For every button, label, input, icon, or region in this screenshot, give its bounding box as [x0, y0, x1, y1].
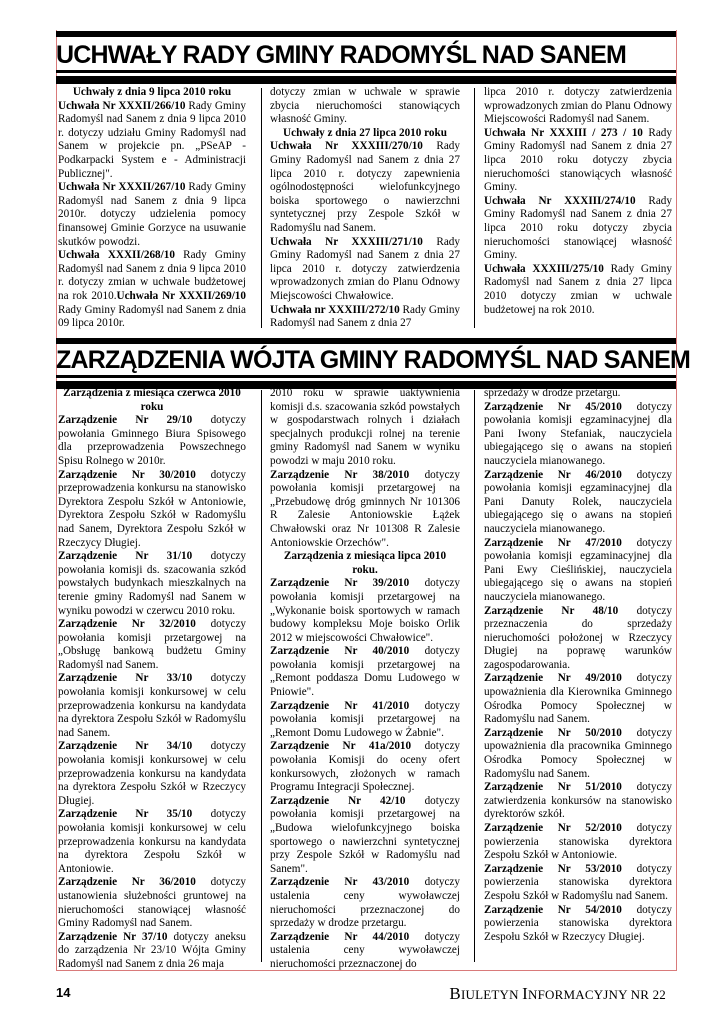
entry-text: dotyczy powierzenia stanowiska dyrektora Zespołu Szkół w Radomyślu nad Sanem.	[484, 862, 672, 902]
entry-number: Zarządzenie Nr 39/2010	[270, 577, 410, 590]
section1-column-2	[270, 86, 460, 331]
entry-text: dotyczy ustalenia ceny wywoławczej nieruchomości przeznaczonej do	[270, 930, 460, 970]
entry-paragraph	[58, 249, 246, 331]
entry-number: Uchwała Nr XXXIII / 273 / 10	[484, 126, 643, 139]
entry-text: Rady Gminy Radomyśl nad Sanem z dnia 27 lipca 2010 dotyczy zmian w uchwale budżetowej na rok 2010.	[484, 262, 672, 316]
entry-text: dotyczy powołania komisji przetargowej na „Wykonanie boisk sportowych w ramach budowy kompleksu Moje boisko Orlik 2012 w miejscowości Chwałowice".	[270, 577, 460, 644]
footer-title-part2: NFORMACYJNY NR 22	[528, 987, 666, 1002]
section1-heading-rule	[56, 70, 676, 73]
entry-number: Zarządzenie Nr 50/2010	[484, 726, 622, 739]
entry-text: dotyczy upoważnienia dla Kierownika Gminnego Ośrodka Pomocy Społecznej w Radomyślu nad Sanem.	[484, 672, 672, 726]
entry-paragraph	[270, 700, 460, 741]
entry-text: Rady Gminy Radomyśl nad Sanem z dnia 9 lipca 2010 r. dotyczy udziału Gminy Radomyśl nad Sanem w projekcie pn. „PSeAP - Podkarpacki System e - Administracji Publicznej".	[58, 99, 246, 180]
section2-heading: ZARZĄDZENIA WÓJTA GMINY RADOMYŚL NAD SANEM	[56, 346, 690, 374]
entry-text: Rady Gminy Radomyśl nad Sanem z dnia 09 lipca 2010r.	[58, 303, 246, 330]
column-subheading: Uchwały z dnia 9 lipca 2010 roku	[72, 86, 232, 98]
entry-number: Zarządzenie Nr 32/2010	[58, 618, 196, 631]
entry-paragraph	[270, 645, 460, 699]
footer-title-cap-b: B	[449, 984, 461, 1003]
entry-paragraph	[484, 672, 672, 726]
entry-paragraph	[270, 469, 460, 551]
entry-paragraph	[484, 904, 672, 945]
entry-text: dotyczy powołania Komisji do oceny ofert konkursowych, złożonych w ramach Programu Integracji Społecznej.	[270, 740, 461, 794]
entry-number: Zarządzenie Nr 49/2010	[484, 672, 622, 685]
entry-number: Zarządzenie Nr 41/2010	[270, 699, 410, 712]
column-subheading: Zarządzenia z miesiąca czerwca 2010 roku	[63, 387, 241, 413]
entry-text: dotyczy powołania komisji ds. szacowania szkód powstałych budynkach mieszkalnych na terenie gminy Radomyśl nad Sanem w wyniku powodzi w czerwcu 2010 roku.	[58, 550, 246, 617]
entry-paragraph	[484, 387, 672, 401]
entry-number: Uchwała Nr XXXII/269/10	[116, 289, 246, 302]
footer-publication-title	[449, 984, 666, 1004]
entry-text: Rady Gminy Radomyśl nad Sanem z dnia 9 lipca 2010r. dotyczy udzielenia pomocy finansowej Gminie Gorzyce na usuwanie skutków powodzi.	[58, 181, 246, 248]
entry-number: Zarządzenie Nr 45/2010	[484, 400, 622, 413]
entry-text: dotyczy powołania komisji egzaminacyjnej dla Pani Iwony Stefaniak, nauczyciela ubiegającego się o awans na stopień nauczyciela mianowanego.	[484, 400, 672, 467]
entry-text: Rady Gminy Radomyśl nad Sanem z dnia 27 lipca 2010 r. dotyczy zatwierdzenia wprowadzonych zmian do Planu Odnowy Miejscowości Chwałowice.	[270, 235, 460, 302]
frame-line-left	[56, 30, 57, 970]
entry-number: Zarządzenie Nr 48/10	[484, 604, 619, 617]
entry-number: Uchwała Nr XXXII/267/10	[58, 181, 186, 194]
entry-paragraph	[58, 931, 246, 972]
entry-paragraph	[484, 195, 672, 263]
entry-number: Uchwała Nr XXXIII/274/10	[484, 194, 636, 207]
entry-paragraph	[270, 140, 460, 235]
section2-heading-rule	[56, 375, 676, 378]
section2-top-bar	[56, 338, 676, 344]
entry-paragraph	[484, 401, 672, 469]
entry-paragraph	[484, 605, 672, 673]
entry-paragraph	[58, 414, 246, 468]
entry-text: dotyczy przeznaczenia do sprzedaży nieruchomości położonej w Rzeczycy Długiej na poprawę warunków zagospodarowania.	[484, 604, 672, 671]
entry-number: Zarządzenie Nr 46/2010	[484, 468, 622, 481]
entry-text: Rady Gminy Radomyśl nad Sanem z dnia 9 lipca 2010 r. dotyczy zmian w uchwale budżetowej na rok 2010.	[58, 249, 246, 302]
entry-number: Zarządzenie Nr 43/2010	[270, 876, 410, 889]
entry-number: Uchwała Nr XXXII/266/10	[58, 99, 186, 112]
section1-heading: UCHWAŁY RADY GMINY RADOMYŚL NAD SANEM	[56, 41, 626, 69]
entry-text: dotyczy powołania komisji konkursowej w celu przeprowadzenia konkursu na kandydata na dyrektora Zespołu Szkół w Rzeczycy Długiej.	[58, 740, 246, 807]
entry-text: dotyczy powołania komisji przetargowej na „Obsługę bankową budżetu Gminy Radomyśl nad Sanem.	[58, 618, 246, 671]
entry-paragraph	[484, 127, 672, 195]
entry-number: Zarządzenie Nr 30/2010	[58, 468, 196, 481]
entry-paragraph	[484, 469, 672, 537]
section2-column-divider-2	[474, 390, 475, 962]
entry-paragraph	[270, 795, 460, 877]
section2-column-2	[270, 387, 460, 972]
column-subheading: Uchwały z dnia 27 lipca 2010 roku	[283, 126, 447, 139]
entry-paragraph	[270, 577, 460, 645]
page-number: 14	[56, 985, 71, 1000]
entry-paragraph	[58, 100, 246, 182]
entry-paragraph	[270, 876, 460, 930]
entry-number: Zarządzenie Nr 36/2010	[58, 876, 196, 889]
entry-text: dotyczy zatwierdzenia konkursów na stanowisko dyrektorów szkół.	[484, 781, 672, 821]
entry-paragraph	[58, 876, 246, 930]
entry-number: Zarządzenie Nr 42/10	[270, 794, 406, 807]
entry-text: dotyczy zmian w uchwale w sprawie zbycia nieruchomości stanowiących własność Gminy.	[270, 86, 460, 126]
entry-number: Uchwała XXXIII/275/10	[484, 262, 604, 275]
entry-text: dotyczy powołania komisji egzaminacyjnej dla Pani Danuty Rolek, nauczyciela ubiegającego się o awans na stopień nauczyciela mianowanego.	[484, 468, 672, 535]
entry-number: Zarządzenie Nr 44/2010	[270, 930, 410, 943]
entry-number: Uchwała Nr XXXIII/270/10	[270, 140, 423, 153]
entry-text: dotyczy powierzenia stanowiska dyrektora Zespołu Szkół w Antoniowie.	[484, 822, 672, 862]
entry-number: Zarządzenie Nr 34/10	[58, 740, 193, 753]
entry-paragraph	[484, 263, 672, 317]
entry-text: dotyczy ustanowienia służebności gruntowej na nieruchomości stanowiącej własność Gminy Radomyśl nad Sanem.	[58, 876, 246, 930]
entry-text: dotyczy upoważnienia dla pracownika Gminnego Ośrodka Pomocy Społecznej w Radomyślu nad Sanem.	[484, 726, 672, 780]
entry-text: dotyczy powołania komisji konkursowej w celu przeprowadzenia konkursu na kandydata na dyrektora Zespołu Szkół w Antoniowie.	[58, 808, 246, 875]
entry-number: Zarządzenie Nr 29/10	[58, 414, 193, 427]
entry-text: Rady Gminy Radomyśl nad Sanem z dnia 27	[270, 303, 461, 330]
entry-text: dotyczy powołania komisji konkursowej w celu przeprowadzenia konkursu na kandydata na dyrektora Zespołu Szkół w Radomyślu nad Sanem.	[58, 672, 246, 739]
section1-column-1	[58, 86, 246, 331]
entry-number: Zarządzenie Nr 52/2010	[484, 822, 622, 834]
entry-text: 2010 roku w sprawie uaktywnienia komisji d.s. szacowania szkód powstałych w gospodarstwach rolnych i działach specjalnych produkcji rolnej na terenie gminy Radomyśl nad Sanem w wyniku powodzi w maju 2010 roku.	[270, 387, 460, 467]
entry-text: dotyczy powołania komisji przetargowej na „Przebudowę dróg gminnych Nr 101306 R Zalesie Antoniowskie Łążek Chwałowski oraz Nr 101308 R Zalesie Antoniowskie Orzechów".	[270, 468, 460, 549]
section2-column-1	[58, 387, 246, 972]
section1-top-bar	[56, 31, 676, 37]
entry-number: Uchwała XXXII/268/10	[58, 249, 175, 262]
entry-text: dotyczy powołania komisji przetargowej na „Budowa wielofunkcyjnego boiska sportowego o nawierzchni syntetycznej przy Zespole Szkół w Radomyślu nad Sanem".	[270, 794, 461, 875]
entry-text: lipca 2010 r. dotyczy zatwierdzenia wprowadzonych zmian do Planu Odnowy Miejscowości Radomyśl nad Sanem.	[484, 86, 672, 126]
entry-number: Zarządzenie Nr 53/2010	[484, 862, 622, 875]
entry-text: dotyczy powołania komisji przetargowej na „Remont poddasza Domu Ludowego w Pniowie".	[270, 645, 460, 699]
entry-number: Zarządzenie Nr 38/2010	[270, 468, 410, 481]
entry-paragraph	[270, 86, 460, 127]
entry-number: Zarządzenie Nr 54/2010	[484, 903, 622, 916]
entry-paragraph	[270, 931, 460, 972]
entry-number: Uchwała nr XXXIII/272/10	[270, 303, 400, 316]
entry-text: dotyczy aneksu do zarządzenia Nr 23/10 Wójta Gminy Radomyśl nad Sanem z dnia 26 maja	[58, 930, 246, 970]
section2-column-divider-1	[261, 390, 262, 962]
section1-column-divider-1	[261, 88, 262, 328]
footer-title-part1: IULETYN	[460, 987, 523, 1002]
entry-paragraph	[58, 181, 246, 249]
section1-column-divider-2	[474, 88, 475, 328]
entry-paragraph	[270, 236, 460, 304]
entry-number: Zarządzenie Nr 41a/2010	[270, 740, 412, 753]
entry-paragraph	[58, 618, 246, 672]
entry-paragraph	[270, 304, 460, 331]
entry-number: Zarządzenie Nr 51/2010	[484, 781, 622, 794]
entry-paragraph	[484, 822, 672, 863]
entry-paragraph	[484, 727, 672, 781]
frame-line-right	[676, 30, 677, 970]
entry-number: Zarządzenie Nr 47/2010	[484, 536, 622, 549]
entry-text: dotyczy powierzenia stanowiska dyrektora Zespołu Szkół w Rzeczycy Długiej.	[484, 903, 672, 943]
entry-text: dotyczy powołania komisji przetargowej na „Remont Domu Ludowego w Żabnie".	[270, 699, 460, 739]
entry-text: dotyczy powołania komisji egzaminacyjnej dla Pani Ewy Cieślińskiej, nauczyciela ubiegającego się o awans na stopień nauczyciela mianowanego.	[484, 536, 672, 603]
entry-text: Rady Gminy Radomyśl nad Sanem z dnia 27 lipca 2010 roku dotyczy zbycia nieruchomości stanowiącej własność Gminy.	[484, 194, 672, 262]
entry-text: dotyczy ustalenia ceny wywoławczej nieruchomości przeznaczonej do sprzedaży w drodze przetargu.	[270, 876, 460, 930]
footer-title-cap-i: I	[522, 984, 528, 1003]
entry-paragraph	[58, 672, 246, 740]
section1-column-3	[484, 86, 672, 317]
entry-paragraph	[270, 387, 460, 469]
entry-number: Zarządzenie Nr 33/10	[58, 672, 193, 685]
entry-paragraph	[484, 863, 672, 904]
entry-paragraph	[484, 86, 672, 127]
entry-paragraph	[58, 740, 246, 808]
entry-paragraph	[58, 550, 246, 618]
entry-text: sprzedaży w drodze przetargu.	[484, 387, 621, 399]
entry-paragraph	[58, 808, 246, 876]
entry-number: Zarządzenie Nr 40/2010	[270, 645, 410, 658]
section1-heading-underline	[56, 76, 676, 84]
entry-number: Zarządzenie Nr 35/10	[58, 808, 193, 821]
entry-text: dotyczy powołania Gminnego Biura Spisowego dla przeprowadzenia Powszechnego Spisu Rolnego w 2010r.	[58, 414, 246, 467]
entry-number: Uchwała Nr XXXIII/271/10	[270, 235, 423, 248]
entry-paragraph	[58, 469, 246, 551]
entry-paragraph	[484, 781, 672, 822]
entry-text: Rady Gminy Radomyśl nad Sanem z dnia 27 lipca 2010 r. dotyczy zapewnienia ogólnodostępności wielofunkcyjnego boiska sportowego o nawierzchni syntetycznej przy Zespole Szkół w Radomyślu nad Sanem.	[270, 140, 460, 234]
column-subheading: Zarządzenia z miesiąca lipca 2010 roku.	[283, 550, 447, 576]
entry-number: Zarządzenie Nr 31/10	[58, 550, 193, 563]
section2-column-3	[484, 387, 672, 944]
entry-text: dotyczy przeprowadzenia konkursu na stanowisko Dyrektora Zespołu Szkół w Antoniowie, Dyrektora Zespołu Szkół w Radomyślu nad Sanem, Dyrektora Zespołu Szkół w Rzeczycy Długiej.	[58, 468, 246, 549]
entry-number: Zarządzenie Nr 37/10	[58, 930, 168, 943]
entry-paragraph	[270, 740, 460, 794]
entry-paragraph	[484, 537, 672, 605]
entry-text: Rady Gminy Radomyśl nad Sanem z dnia 27 lipca 2010 roku dotyczy zbycia nieruchomości stanowiących własność Gminy.	[484, 126, 672, 194]
